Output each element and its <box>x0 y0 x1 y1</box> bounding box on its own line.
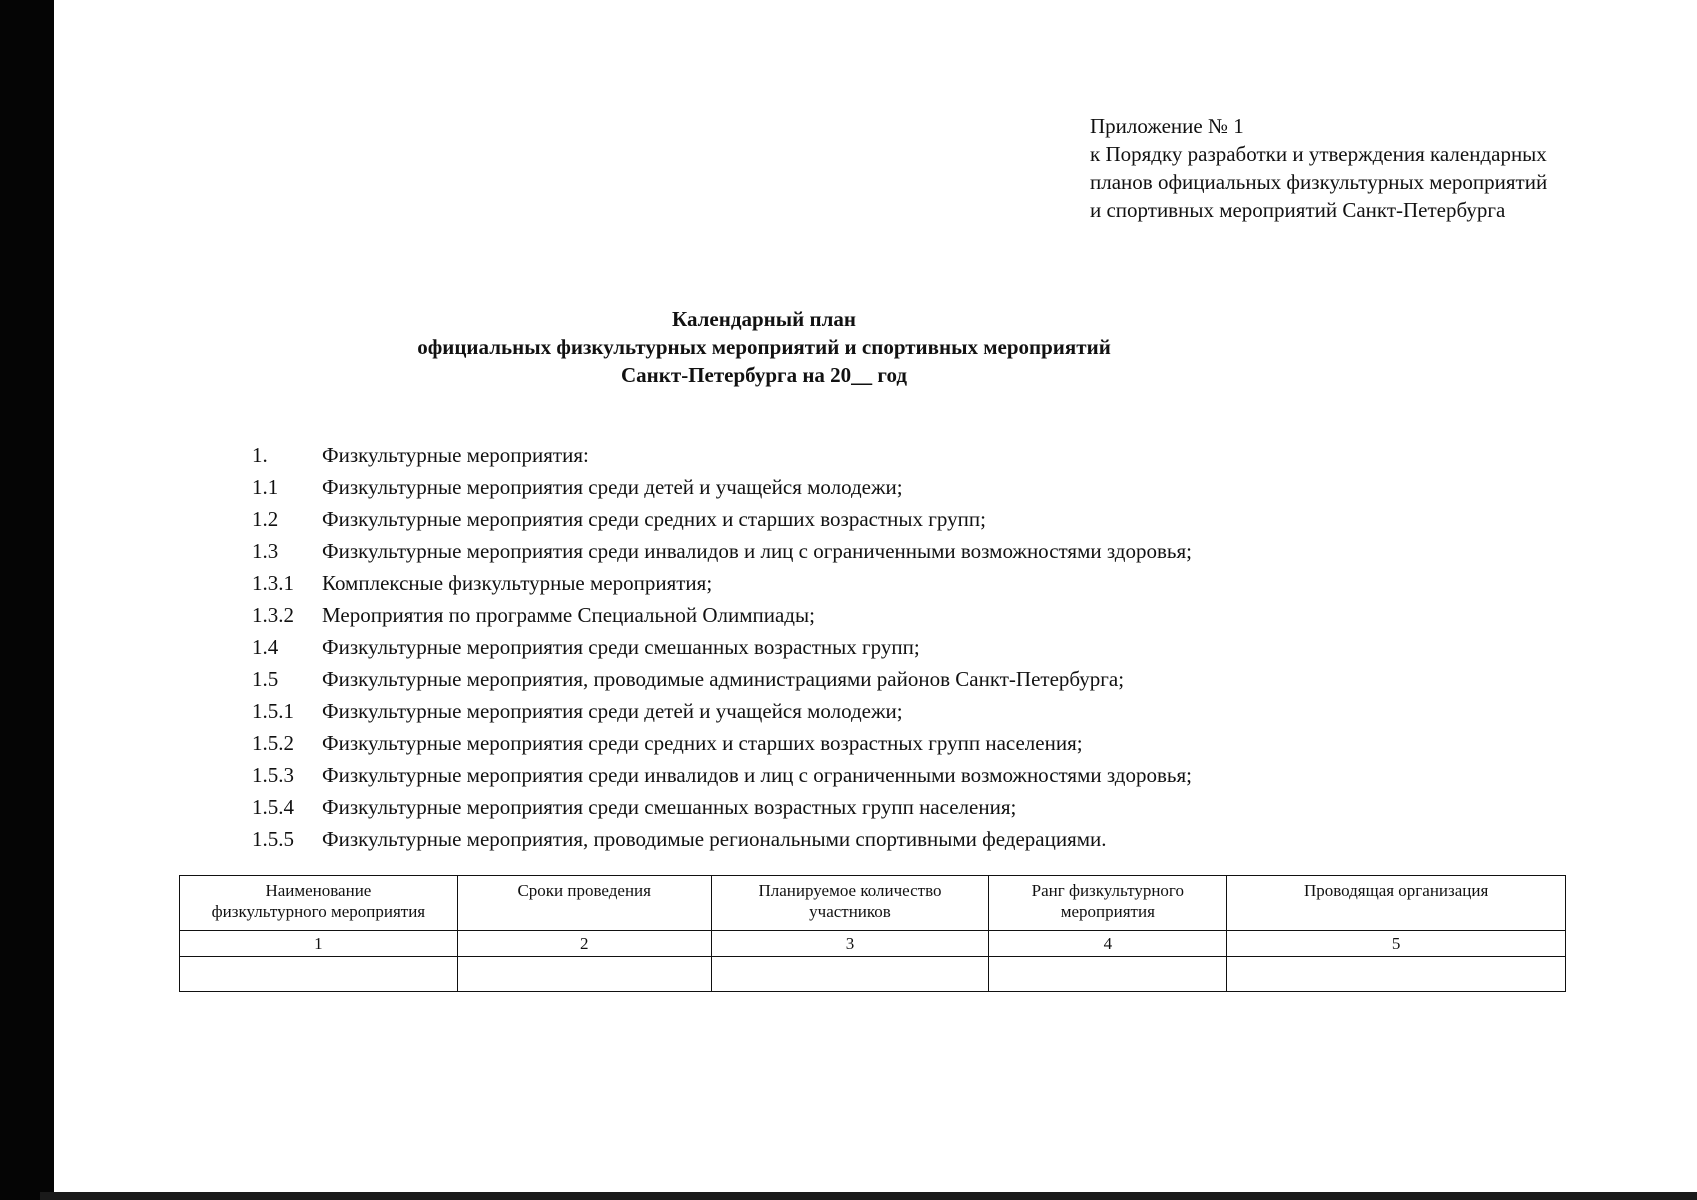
appendix-note <box>1090 112 1650 224</box>
item-number: 1.5.4 <box>252 795 294 819</box>
table-cell <box>457 957 711 992</box>
list-item <box>252 503 1452 535</box>
item-text: Физкультурные мероприятия среди смешанных возрастных групп; <box>322 635 920 659</box>
item-text: Физкультурные мероприятия среди детей и учащейся молодежи; <box>322 699 903 723</box>
header-line: Сроки проведения <box>517 881 651 900</box>
table-header-row <box>180 876 1566 931</box>
table-cell <box>1227 957 1566 992</box>
table-number-row <box>180 931 1566 957</box>
header-line: мероприятия <box>1060 902 1155 921</box>
list-item <box>252 567 1452 599</box>
item-number: 1.5 <box>252 667 279 691</box>
header-line: Ранг физкультурного <box>1031 881 1184 900</box>
column-header-dates <box>457 876 711 931</box>
column-header-participants <box>711 876 989 931</box>
category-list <box>252 439 1452 855</box>
item-text: Физкультурные мероприятия среди инвалидов и лиц с ограниченными возможностями здоровья; <box>322 763 1192 787</box>
item-number: 1.3.1 <box>252 571 294 595</box>
item-text: Физкультурные мероприятия среди детей и учащейся молодежи; <box>322 475 903 499</box>
list-item <box>252 439 1452 471</box>
appendix-line-1: Приложение № 1 <box>1090 114 1244 138</box>
list-item <box>252 471 1452 503</box>
item-number: 1.3.2 <box>252 603 294 627</box>
item-number: 1.3 <box>252 539 279 563</box>
scan-edge-left <box>0 0 54 1200</box>
column-number: 2 <box>457 931 711 957</box>
column-number: 1 <box>180 931 458 957</box>
list-item <box>252 599 1452 631</box>
item-number: 1.2 <box>252 507 279 531</box>
list-item <box>252 695 1452 727</box>
list-item <box>252 791 1452 823</box>
list-item <box>252 823 1452 855</box>
column-number: 3 <box>711 931 989 957</box>
header-line: участников <box>809 902 891 921</box>
list-item <box>252 727 1452 759</box>
item-text: Физкультурные мероприятия среди инвалидов и лиц с ограниченными возможностями здоровья; <box>322 539 1192 563</box>
column-header-event-name <box>180 876 458 931</box>
header-line: Наименование <box>265 881 372 900</box>
item-text: Мероприятия по программе Специальной Олимпиады; <box>322 603 815 627</box>
plan-table <box>179 875 1566 992</box>
appendix-line-3: планов официальных физкультурных мероприятий <box>1090 170 1548 194</box>
appendix-line-4: и спортивных мероприятий Санкт-Петербурга <box>1090 198 1506 222</box>
item-number: 1.5.3 <box>252 763 294 787</box>
column-number: 4 <box>989 931 1227 957</box>
table-cell <box>989 957 1227 992</box>
item-number: 1. <box>252 443 268 467</box>
item-number: 1.1 <box>252 475 279 499</box>
list-item <box>252 535 1452 567</box>
item-text: Физкультурные мероприятия, проводимые региональными спортивными федерациями. <box>322 827 1107 851</box>
header-line: физкультурного мероприятия <box>211 902 426 921</box>
document-page <box>54 0 1697 1192</box>
item-number: 1.5.2 <box>252 731 294 755</box>
header-line: Планируемое количество <box>758 881 942 900</box>
title-line-2: официальных физкультурных мероприятий и спортивных мероприятий <box>417 335 1111 359</box>
table-cell <box>711 957 989 992</box>
item-text: Физкультурные мероприятия среди средних и старших возрастных групп населения; <box>322 731 1083 755</box>
table-cell <box>180 957 458 992</box>
item-text: Физкультурные мероприятия среди средних и старших возрастных групп; <box>322 507 986 531</box>
document-title <box>314 305 1214 389</box>
item-text: Физкультурные мероприятия среди смешанных возрастных групп населения; <box>322 795 1017 819</box>
appendix-line-2: к Порядку разработки и утверждения календарных <box>1090 142 1547 166</box>
column-number: 5 <box>1227 931 1566 957</box>
item-text: Физкультурные мероприятия: <box>322 443 589 467</box>
header-line: Проводящая организация <box>1303 881 1489 900</box>
item-text: Физкультурные мероприятия, проводимые администрациями районов Санкт-Петербурга; <box>322 667 1125 691</box>
list-item <box>252 663 1452 695</box>
list-item <box>252 759 1452 791</box>
column-header-organizer <box>1227 876 1566 931</box>
title-line-3: Санкт-Петербурга на 20__ год <box>621 363 907 387</box>
title-line-1: Календарный план <box>672 307 856 331</box>
item-text: Комплексные физкультурные мероприятия; <box>322 571 713 595</box>
table-row <box>180 957 1566 992</box>
column-header-rank <box>989 876 1227 931</box>
item-number: 1.5.5 <box>252 827 294 851</box>
item-number: 1.5.1 <box>252 699 294 723</box>
list-item <box>252 631 1452 663</box>
item-number: 1.4 <box>252 635 279 659</box>
scan-edge-bottom <box>40 1192 1697 1200</box>
